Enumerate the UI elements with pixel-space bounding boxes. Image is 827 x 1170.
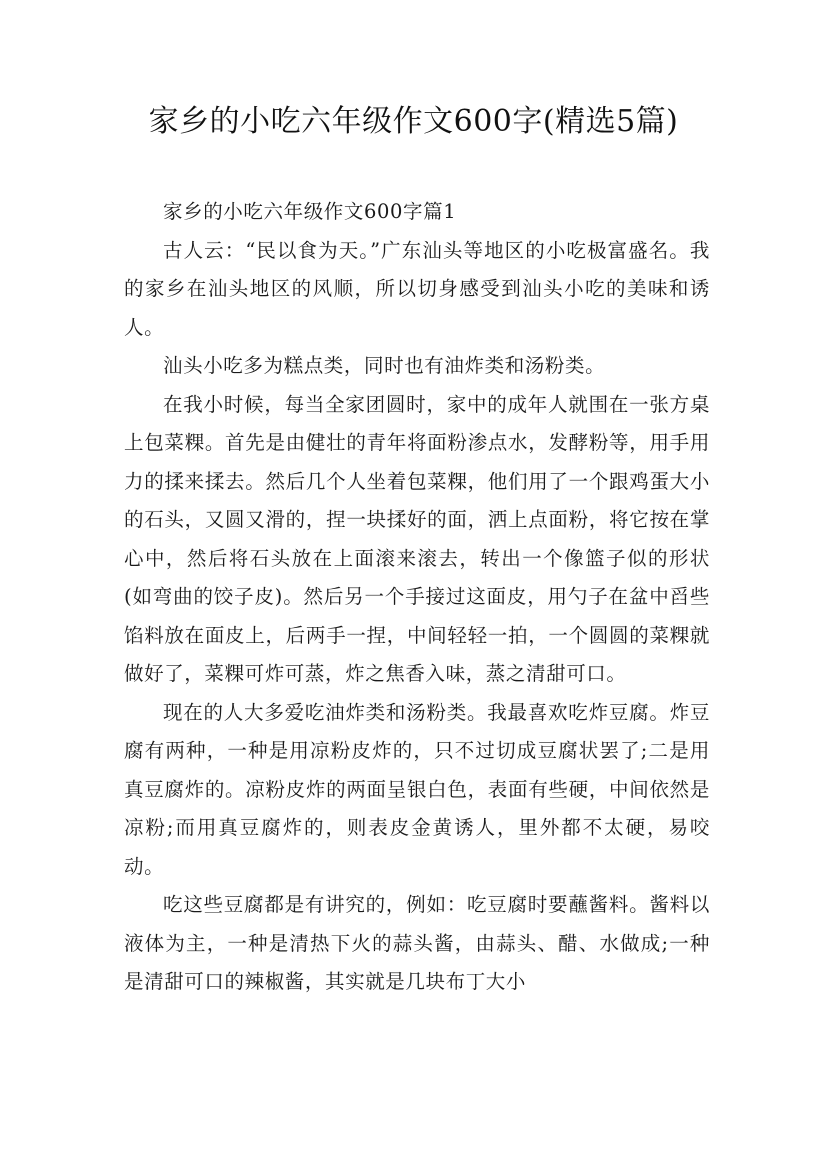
section-heading: 家乡的小吃六年级作文600字篇1 (163, 200, 457, 223)
body-paragraph: 现在的人大多爱吃油炸类和汤粉类。我最喜欢吃炸豆腐。炸豆腐有两种，一种是用凉粉皮炸的，只不过切成豆腐状罢了;二是用真豆腐炸的。凉粉皮炸的两面呈银白色，表面有些硬，中间依然是凉粉;而用真豆腐炸的，则表皮金黄诱人，里外都不太硬，易咬动。 (124, 700, 710, 878)
document-body (124, 193, 710, 1002)
body-paragraph: 在我小时候，每当全家团圆时，家中的成年人就围在一张方桌上包菜粿。首先是由健壮的青年将面粉渗点水，发酵粉等，用手用力的揉来揉去。然后几个人坐着包菜粿，他们用了一个跟鸡蛋大小的石头，又圆又滑的，捏一块揉好的面，洒上点面粉，将它按在掌心中，然后将石头放在上面滚来滚去，转出一个像篮子似的形状(如弯曲的饺子皮)。然后另一个手接过这面皮，用勺子在盆中舀些馅料放在面皮上，后两手一捏，中间轻轻一拍，一个圆圆的菜粿就做好了，菜粿可炸可蒸，炸之焦香入味，蒸之清甜可口。 (124, 392, 710, 685)
body-paragraph: 汕头小吃多为糕点类，同时也有油炸类和汤粉类。 (163, 354, 606, 377)
body-paragraph: 吃这些豆腐都是有讲究的，例如：吃豆腐时要蘸酱料。酱料以液体为主，一种是清热下火的蒜头酱，由蒜头、醋、水做成;一种是清甜可口的辣椒酱，其实就是几块布丁大小 (124, 893, 710, 993)
document-title: 家乡的小吃六年级作文600字(精选5篇) (148, 104, 679, 139)
body-paragraph: 古人云：“民以食为天。”广东汕头等地区的小吃极富盛名。我的家乡在汕头地区的风顺，所以切身感受到汕头小吃的美味和诱人。 (124, 238, 710, 339)
